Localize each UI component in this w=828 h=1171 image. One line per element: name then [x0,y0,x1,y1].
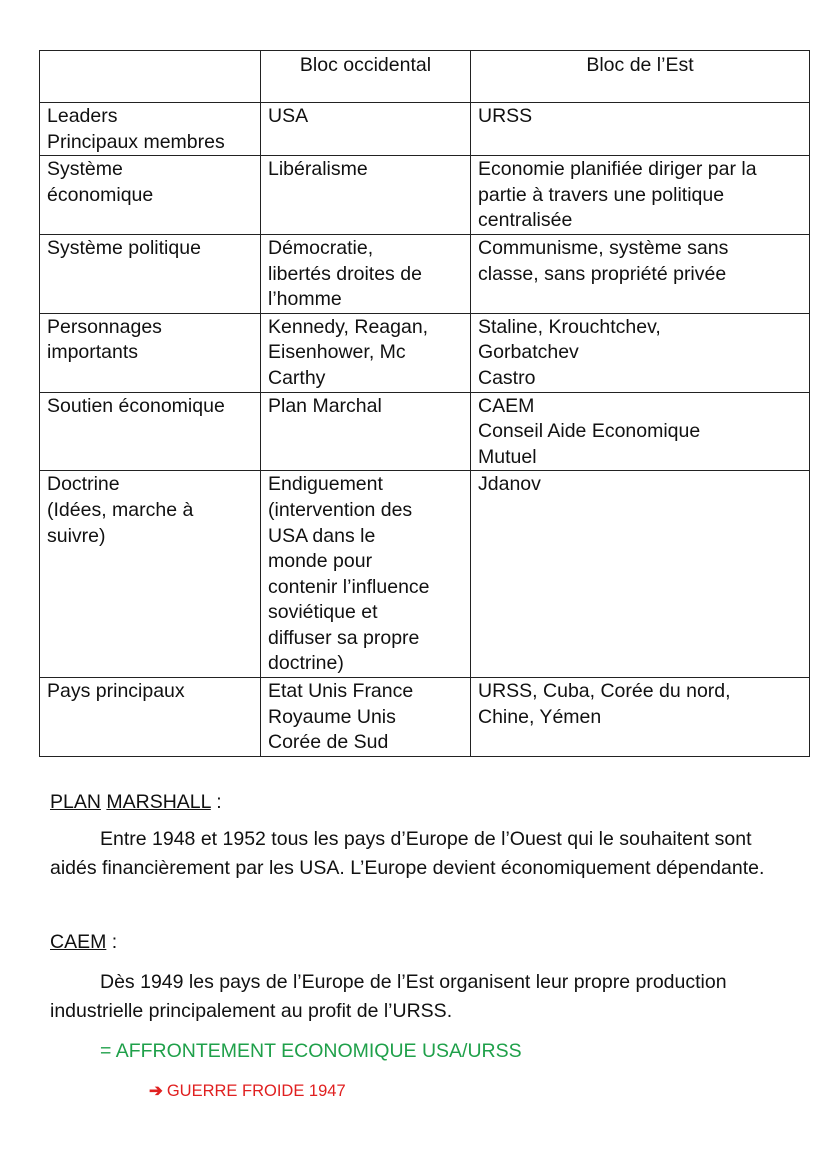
row-label: Système économique [40,156,261,235]
cell-occidental: Libéralisme [261,156,471,235]
plan-marshall-section [50,788,798,883]
header-bloc-est: Bloc de l’Est [471,51,810,103]
header-bloc-occidental: Bloc occidental [261,51,471,103]
table-row [40,678,810,757]
header-empty-cell [40,51,261,103]
table-header-row [40,51,810,103]
cell-occidental: Etat Unis France Royaume Unis Corée de Sud [261,678,471,757]
heading-marshall: MARSHALL [106,791,211,813]
heading-plan: PLAN [50,791,101,813]
arrow-right-icon: ➔ [149,1082,163,1100]
table-row [40,471,810,678]
cell-est: Staline, Krouchtchev, Gorbatchev Castro [471,313,810,392]
cell-est: Economie planifiée diriger par la partie à travers une politique centralisée [471,156,810,235]
cell-est: URSS [471,103,810,156]
caem-section [50,928,798,1026]
heading-caem: CAEM [50,931,107,953]
caem-text: Dès 1949 les pays de l’Europe de l’Est organisent leur propre production industrielle principalement au profit de l’URSS. [50,971,727,1022]
cell-est: URSS, Cuba, Corée du nord, Chine, Yémen [471,678,810,757]
cell-est: Communisme, système sans classe, sans propriété privée [471,234,810,313]
result-line [149,1081,346,1101]
cell-occidental: Plan Marchal [261,392,471,471]
table-row [40,392,810,471]
cell-occidental: USA [261,103,471,156]
cell-occidental: Démocratie, libertés droites de l’homme [261,234,471,313]
comparison-table [39,50,810,757]
cell-occidental: Endiguement (intervention des USA dans le monde pour contenir l’influence soviétique et diffuser sa propre doctrine) [261,471,471,678]
row-label: Système politique [40,234,261,313]
row-label: Leaders Principaux membres [40,103,261,156]
row-label: Personnages importants [40,313,261,392]
row-label: Pays principaux [40,678,261,757]
table-row [40,313,810,392]
caem-heading [50,928,798,957]
table-row [40,156,810,235]
result-text: GUERRE FROIDE 1947 [166,1082,346,1100]
plan-marshall-heading [50,788,798,817]
conclusion-line: = AFFRONTEMENT ECONOMIQUE USA/URSS [100,1040,522,1062]
table-row [40,234,810,313]
row-label: Doctrine (Idées, marche à suivre) [40,471,261,678]
cell-est: Jdanov [471,471,810,678]
cell-est: CAEM Conseil Aide Economique Mutuel [471,392,810,471]
plan-marshall-text: Entre 1948 et 1952 tous les pays d’Europe de l’Ouest qui le souhaitent sont aidés financièrement par les USA. L’Europe devient économiquement dépendante. [50,828,765,879]
cell-occidental: Kennedy, Reagan, Eisenhower, Mc Carthy [261,313,471,392]
row-label: Soutien économique [40,392,261,471]
heading-colon: : [106,931,118,953]
table-row [40,103,810,156]
heading-colon: : [210,791,222,813]
